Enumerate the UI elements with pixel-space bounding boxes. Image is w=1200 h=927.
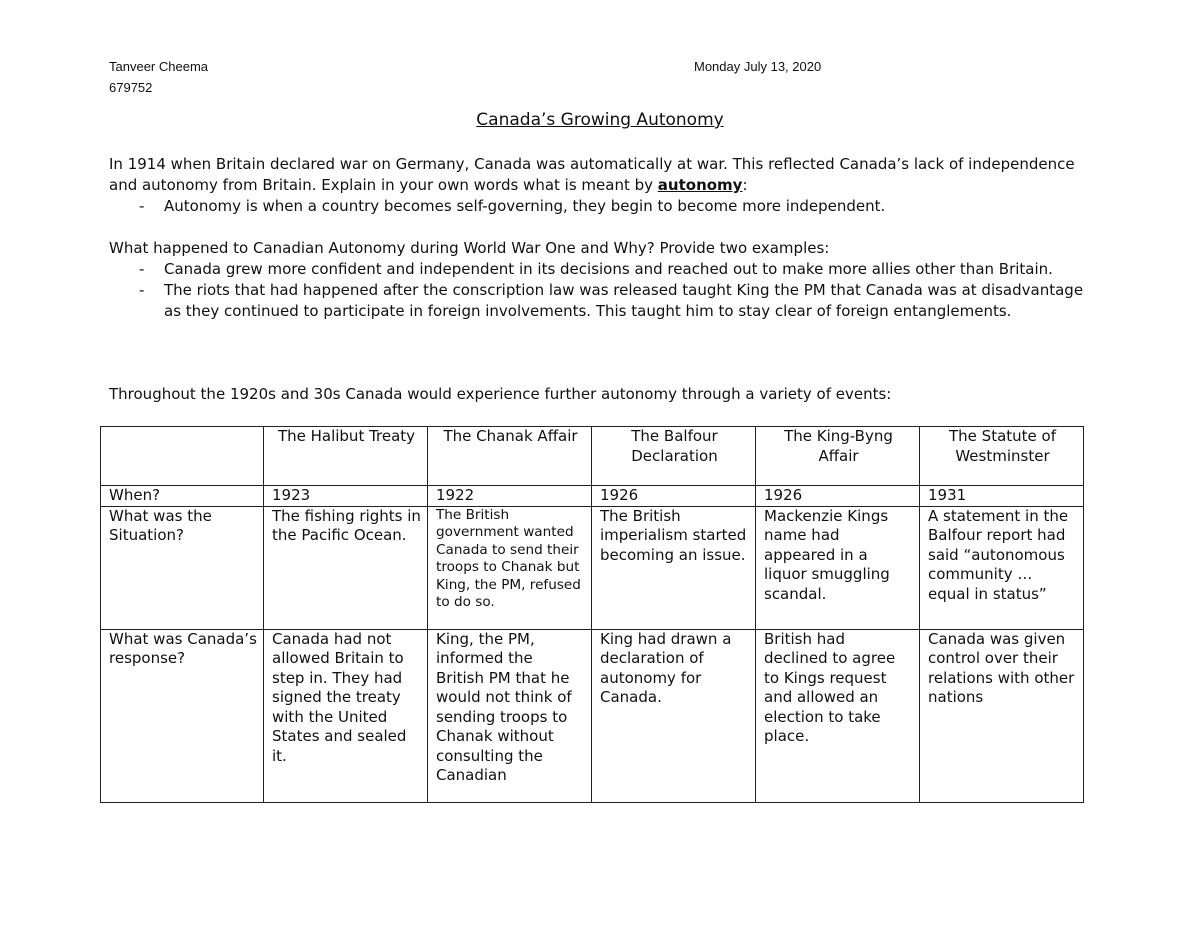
table-cell: 1923	[264, 486, 428, 507]
table-header-row	[101, 427, 1084, 486]
document-date: Monday July 13, 2020	[694, 59, 822, 74]
row-label-when: When?	[101, 486, 264, 507]
table-cell: The fishing rights in the Pacific Ocean.	[264, 506, 428, 629]
table-cell: British had declined to agree to Kings request and allowed an election to take place.	[756, 629, 920, 802]
column-header-statute-of-westminster: The Statute of Westminster	[920, 427, 1084, 486]
ww1-answer-2	[109, 280, 1099, 322]
student-id: 679752	[109, 80, 153, 95]
table-cell: King had drawn a declaration of autonomy for Canada.	[592, 629, 756, 802]
table-corner-cell	[101, 427, 264, 486]
table-cell: King, the PM, informed the British PM that he would not think of sending troops to Chanak without consulting the Canadian	[428, 629, 592, 802]
table-cell: Canada was given control over their relations with other nations	[920, 629, 1084, 802]
column-header-king-byng-affair: The King-Byng Affair	[756, 427, 920, 486]
table-cell: 1922	[428, 486, 592, 507]
column-header-halibut-treaty: The Halibut Treaty	[264, 427, 428, 486]
ww1-question: What happened to Canadian Autonomy during World War One and Why? Provide two examples:	[109, 239, 830, 257]
ww1-section	[109, 238, 1099, 322]
table-row-when	[101, 486, 1084, 507]
table-row-situation	[101, 506, 1084, 629]
ww1-answer-text: Canada grew more confident and independent in its decisions and reached out to make more allies other than Britain.	[164, 260, 1053, 278]
intro-colon: :	[742, 176, 748, 194]
table-cell: The British government wanted Canada to send their troops to Chanak but King, the PM, refused to do so.	[428, 506, 592, 629]
ww1-answer-1	[109, 259, 1099, 280]
row-label-response: What was Canada’s response?	[101, 629, 264, 802]
column-header-balfour-declaration: The Balfour Declaration	[592, 427, 756, 486]
intro-answer	[109, 196, 1099, 217]
intro-keyword: autonomy	[657, 176, 743, 194]
intro-answer-text: Autonomy is when a country becomes self-governing, they begin to become more independent.	[164, 197, 886, 215]
table-cell: The British imperialism started becoming an issue.	[592, 506, 756, 629]
column-header-chanak-affair: The Chanak Affair	[428, 427, 592, 486]
events-table	[100, 426, 1084, 803]
row-label-situation: What was the Situation?	[101, 506, 264, 629]
table-cell: 1926	[592, 486, 756, 507]
events-question: Throughout the 1920s and 30s Canada would experience further autonomy through a variety of events:	[109, 385, 892, 403]
author-name: Tanveer Cheema	[109, 59, 208, 74]
bullet-dash: -	[139, 260, 145, 278]
bullet-dash: -	[139, 281, 145, 299]
intro-section	[109, 154, 1099, 217]
table-cell: 1926	[756, 486, 920, 507]
intro-text: In 1914 when Britain declared war on Germany, Canada was automatically at war. This reflected Canada’s lack of independence and autonomy from Britain. Explain in your own words what is meant by	[109, 155, 1075, 194]
table-row-response	[101, 629, 1084, 802]
bullet-dash: -	[139, 197, 145, 215]
ww1-answer-text: The riots that had happened after the conscription law was released taught King the PM that Canada was at disadvantage as they continued to participate in foreign involvements. This taught him to stay clear of foreign entanglements.	[164, 281, 1084, 320]
table-cell: A statement in the Balfour report had said “autonomous community … equal in status”	[920, 506, 1084, 629]
document-title: Canada’s Growing Autonomy	[476, 110, 724, 130]
intro-question	[109, 154, 1099, 196]
table-cell: Mackenzie Kings name had appeared in a liquor smuggling scandal.	[756, 506, 920, 629]
table-cell: 1931	[920, 486, 1084, 507]
table-cell: Canada had not allowed Britain to step in. They had signed the treaty with the United States and sealed it.	[264, 629, 428, 802]
